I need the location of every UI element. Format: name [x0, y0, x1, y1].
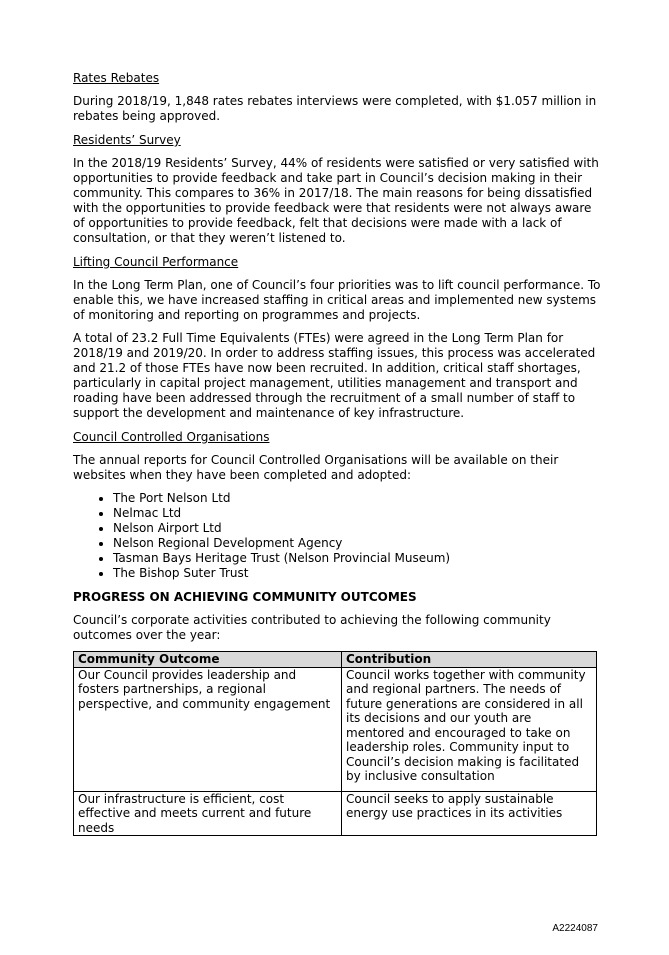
- cco-heading: Council Controlled Organisations: [73, 430, 270, 444]
- rates-rebates-heading: Rates Rebates: [73, 71, 160, 85]
- progress-heading: PROGRESS ON ACHIEVING COMMUNITY OUTCOMES: [73, 590, 417, 604]
- table-header-contribution: Contribution: [342, 652, 597, 668]
- list-item: • Nelson Regional Development Agency: [113, 536, 601, 551]
- residents-survey-paragraph: In the 2018/19 Residents’ Survey, 44% of residents were satisfied or very satisfied with opportunities to provide feedback and take part in Council’s decision making in their community. This compares to 36% in 2017/18. The main reasons for being dissatisfied with the opportunities to provide feedback were that residents were not always aware of opportunities to provide feedback, felt that decisions were made with a lack of consultation, or that they weren’t listened to.: [73, 156, 599, 245]
- lifting-performance-paragraph-2: A total of 23.2 Full Time Equivalents (FTEs) were agreed in the Long Term Plan for 2018/19 and 2019/20. In order to address staffing issues, this process was accelerated and 21.2 of those FTEs have now been recruited. In addition, critical staff shortages, particularly in capital project management, utilities management and transport and roading have been addressed through the recruitment of a small number of staff to support the development and maintenance of key infrastructure.: [73, 331, 596, 420]
- document-id: A2224087: [552, 923, 598, 934]
- cco-paragraph: The annual reports for Council Controlled Organisations will be available on their websites when they have been completed and adopted:: [73, 453, 559, 482]
- table-header-outcome: Community Outcome: [74, 652, 342, 668]
- list-item: • Nelson Airport Ltd: [113, 521, 601, 536]
- rates-rebates-paragraph: During 2018/19, 1,848 rates rebates interviews were completed, with $1.057 million in rebates being approved.: [73, 94, 597, 123]
- table-cell-contribution: Council works together with community and regional partners. The needs of future generations are considered in all its decisions and our youth are mentored and encouraged to take on leadership roles. Community input to Council’s decision making is facilitated by inclusive consultation: [342, 667, 597, 791]
- progress-intro: Council’s corporate activities contributed to achieving the following community outcomes over the year:: [73, 613, 551, 642]
- table-row: [74, 667, 597, 791]
- list-item: • Tasman Bays Heritage Trust (Nelson Provincial Museum): [113, 551, 601, 566]
- outcomes-table: [73, 651, 597, 836]
- list-item: • Nelmac Ltd: [113, 506, 601, 521]
- table-cell-outcome: Our infrastructure is efficient, cost effective and meets current and future needs: [74, 791, 342, 836]
- cco-list: [73, 491, 601, 581]
- table-cell-outcome: Our Council provides leadership and fosters partnerships, a regional perspective, and community engagement: [74, 667, 342, 791]
- table-header-row: [74, 652, 597, 668]
- document-page: [73, 70, 601, 836]
- table-cell-contribution: Council seeks to apply sustainable energy use practices in its activities: [342, 791, 597, 836]
- list-item: • The Port Nelson Ltd: [113, 491, 601, 506]
- lifting-performance-paragraph-1: In the Long Term Plan, one of Council’s four priorities was to lift council performance. To enable this, we have increased staffing in critical areas and implemented new systems of monitoring and reporting on programmes and projects.: [73, 278, 601, 322]
- lifting-performance-heading: Lifting Council Performance: [73, 255, 239, 269]
- table-row: [74, 791, 597, 836]
- list-item: • The Bishop Suter Trust: [113, 566, 601, 581]
- residents-survey-heading: Residents’ Survey: [73, 133, 181, 147]
